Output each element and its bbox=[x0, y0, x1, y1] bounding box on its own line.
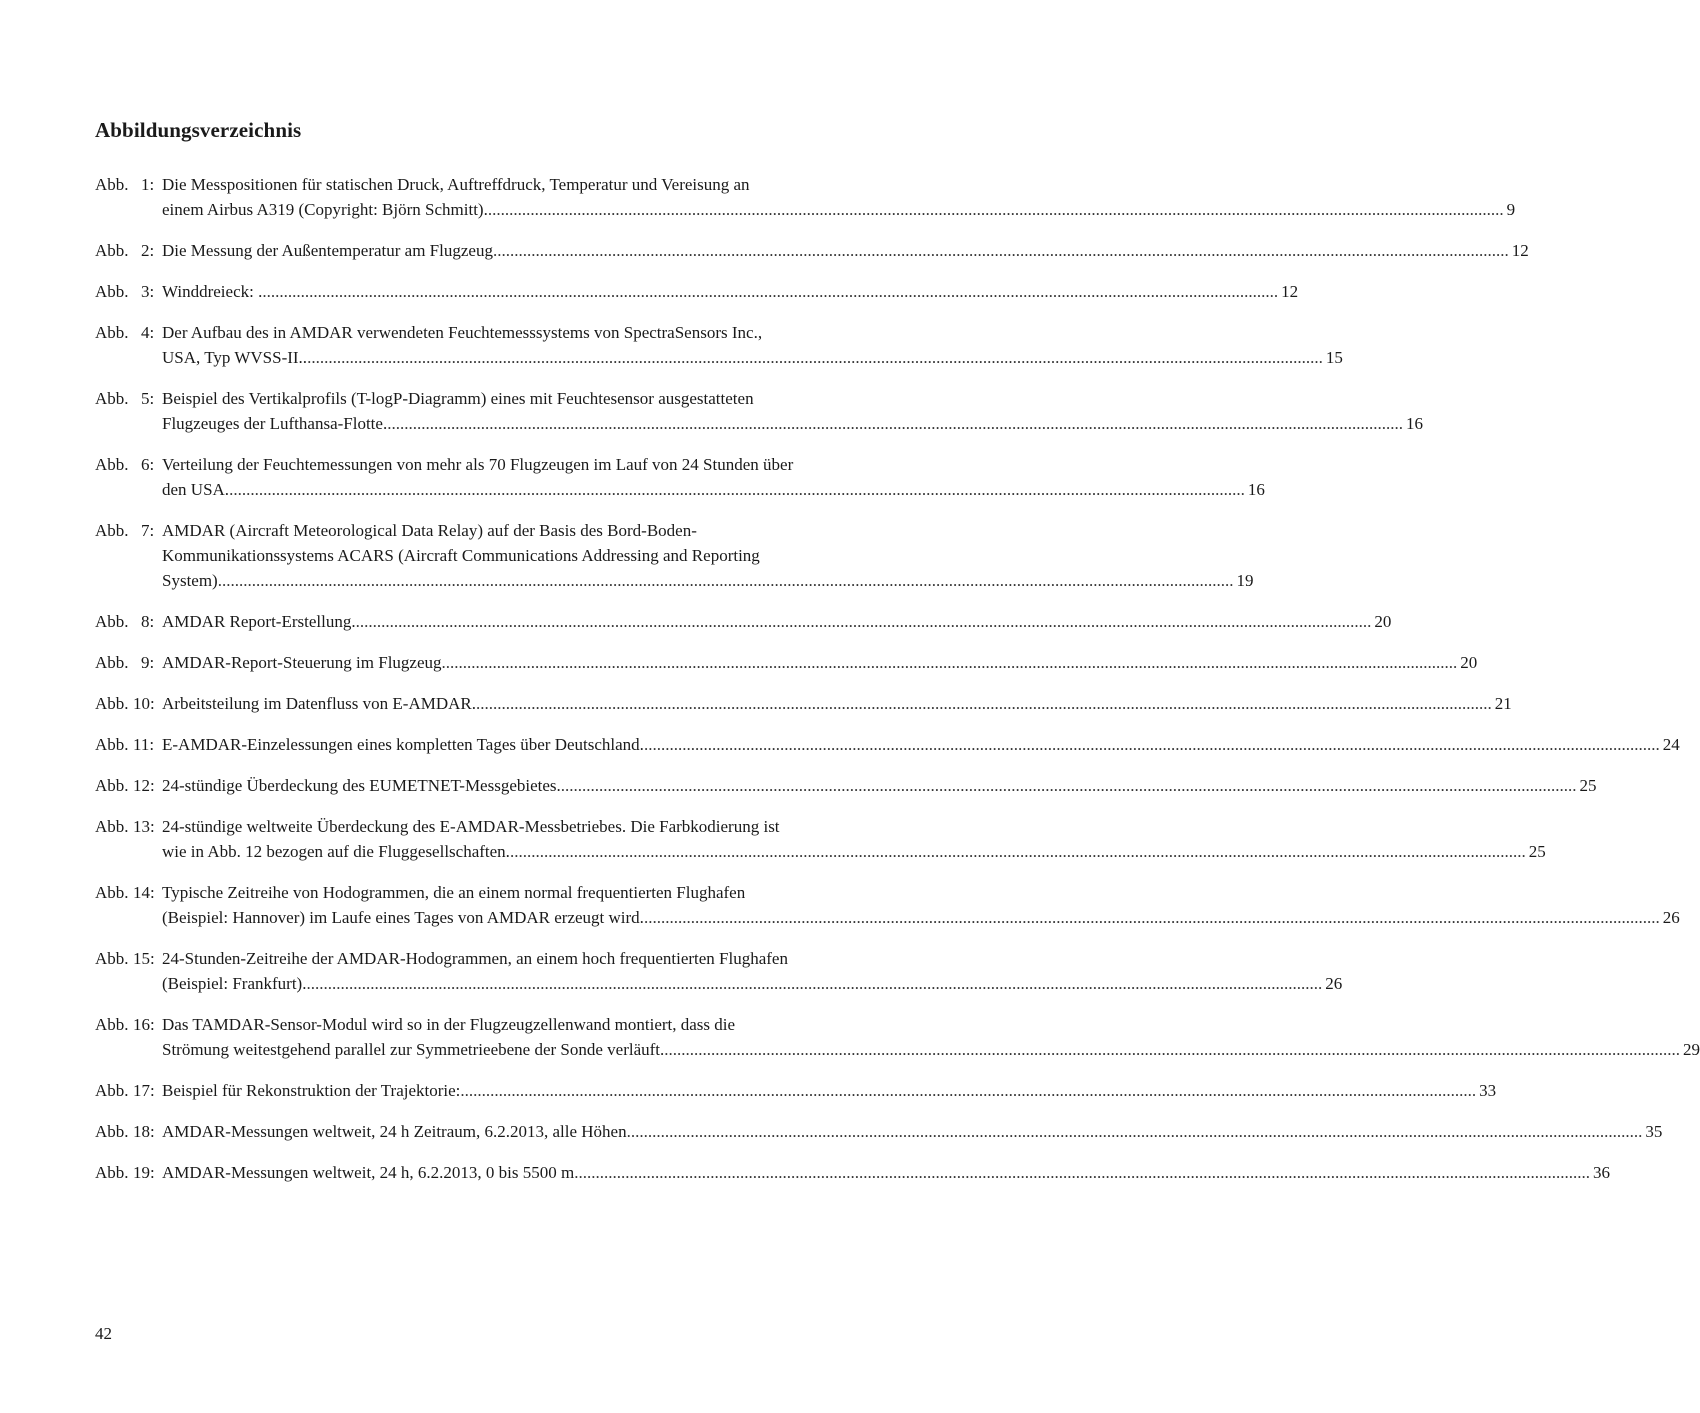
caption-last-line bbox=[162, 411, 1423, 436]
caption-line: Das TAMDAR-Sensor-Modul wird so in der Flugzeugzellenwand montiert, dass die bbox=[162, 1015, 736, 1034]
figure-caption bbox=[162, 691, 1512, 716]
figure-number: 19: bbox=[133, 1163, 155, 1182]
figure-caption bbox=[162, 773, 1597, 798]
dot-leader: ............................................................................................................................................................................................................................................... bbox=[306, 974, 1323, 993]
caption-line: Verteilung der Feuchtemessungen von mehr als 70 Flugzeugen im Lauf von 24 Stunden über bbox=[162, 455, 794, 474]
figure-number: 14: bbox=[133, 883, 155, 902]
caption-text: einem Airbus A319 (Copyright: Björn Schmitt). bbox=[162, 200, 488, 219]
figure-prefix: Abb. bbox=[95, 241, 129, 260]
figure-number: 5: bbox=[141, 389, 155, 408]
figure-page-number: 36 bbox=[1592, 1163, 1610, 1182]
figure-page-number: 26 bbox=[1325, 974, 1343, 993]
figure-prefix: Abb. bbox=[95, 949, 129, 968]
caption-text: AMDAR-Messungen weltweit, 24 h Zeitraum, 6.2.2013, alle Höhen bbox=[162, 1122, 627, 1141]
figure-entry[interactable] bbox=[95, 609, 1392, 634]
figure-caption bbox=[162, 1078, 1497, 1103]
caption-line: Die Messpositionen für statischen Druck, Auftreffdruck, Temperatur und Vereisung an bbox=[162, 175, 750, 194]
dot-leader: ............................................................................................................................................................................................................................................... bbox=[387, 414, 1403, 433]
caption-line: Kommunikationssystems ACARS (Aircraft Communications Addressing and Reporting bbox=[162, 546, 760, 565]
figure-entry[interactable] bbox=[95, 1012, 1700, 1062]
figure-page-number: 9 bbox=[1506, 200, 1516, 219]
figure-number: 16: bbox=[133, 1015, 155, 1034]
figure-entry[interactable] bbox=[95, 279, 1299, 304]
figure-prefix: Abb. bbox=[95, 1163, 129, 1182]
caption-line: Der Aufbau des in AMDAR verwendeten Feuchtemesssystems von SpectraSensors Inc., bbox=[162, 323, 763, 342]
caption-line: AMDAR (Aircraft Meteorological Data Relay) auf der Basis des Bord-Boden- bbox=[162, 521, 697, 540]
caption-text: E-AMDAR-Einzelessungen eines kompletten Tages über Deutschland. bbox=[162, 735, 644, 754]
figure-prefix: Abb. bbox=[95, 612, 129, 631]
caption-line: 24-Stunden-Zeitreihe der AMDAR-Hodogrammen, an einem hoch frequentierten Flughafen bbox=[162, 949, 788, 968]
figure-caption bbox=[162, 732, 1680, 757]
caption-text: (Beispiel: Hannover) im Laufe eines Tages von AMDAR erzeugt wird. bbox=[162, 908, 644, 927]
figure-number: 8: bbox=[141, 612, 155, 631]
dot-leader: ............................................................................................................................................................................................................................................... bbox=[460, 1081, 1477, 1100]
figure-caption bbox=[162, 279, 1299, 304]
caption-line: Typische Zeitreihe von Hodogrammen, die an einem normal frequentierten Flughafen bbox=[162, 883, 746, 902]
figure-number: 7: bbox=[141, 521, 155, 540]
caption-line: 24-stündige weltweite Überdeckung des E-AMDAR-Messbetriebes. Die Farbkodierung ist bbox=[162, 817, 780, 836]
figure-entry[interactable] bbox=[95, 814, 1546, 864]
dot-leader: ............................................................................................................................................................................................................................................... bbox=[487, 200, 1504, 219]
figure-prefix: Abb. bbox=[95, 323, 129, 342]
caption-last-line bbox=[162, 839, 1546, 864]
figure-page-number: 12 bbox=[1511, 241, 1529, 260]
figure-number: 11: bbox=[133, 735, 155, 754]
figure-prefix: Abb. bbox=[95, 521, 129, 540]
caption-last-line bbox=[162, 773, 1597, 798]
dot-leader: ............................................................................................................................................................................................................................................... bbox=[229, 480, 1245, 499]
caption-last-line bbox=[162, 1078, 1497, 1103]
caption-text: AMDAR Report-Erstellung. bbox=[162, 612, 356, 631]
figure-caption bbox=[162, 1119, 1663, 1144]
figure-page-number: 21 bbox=[1494, 694, 1512, 713]
figure-caption bbox=[162, 238, 1529, 263]
figure-entry[interactable] bbox=[95, 386, 1423, 436]
figure-number: 18: bbox=[133, 1122, 155, 1141]
figure-prefix: Abb. bbox=[95, 175, 129, 194]
figure-prefix: Abb. bbox=[95, 455, 129, 474]
figure-entry[interactable] bbox=[95, 773, 1597, 798]
dot-leader: ............................................................................................................................................................................................................................................... bbox=[643, 908, 1660, 927]
caption-last-line bbox=[162, 1037, 1700, 1062]
figure-caption bbox=[162, 609, 1392, 634]
figure-prefix: Abb. bbox=[95, 883, 129, 902]
caption-text: USA, Typ WVSS-II.. bbox=[162, 348, 308, 367]
figure-entry[interactable] bbox=[95, 880, 1680, 930]
dot-leader: ............................................................................................................................................................................................................................................... bbox=[307, 348, 1323, 367]
figure-number: 4: bbox=[141, 323, 155, 342]
figure-entry[interactable] bbox=[95, 1160, 1610, 1185]
figure-page-number: 16 bbox=[1405, 414, 1423, 433]
dot-leader: ............................................................................................................................................................................................................................................... bbox=[217, 571, 1234, 590]
figure-entry[interactable] bbox=[95, 518, 1254, 593]
figure-page-number: 25 bbox=[1579, 776, 1597, 795]
caption-text: Arbeitsteilung im Datenfluss von E-AMDAR. bbox=[162, 694, 476, 713]
dot-leader: ............................................................................................................................................................................................................................................... bbox=[509, 842, 1526, 861]
caption-last-line bbox=[162, 238, 1529, 263]
caption-text: 24-stündige Überdeckung des EUMETNET-Messgebietes. bbox=[162, 776, 561, 795]
figure-entry[interactable] bbox=[95, 1078, 1497, 1103]
figure-prefix: Abb. bbox=[95, 735, 129, 754]
figure-page-number: 29 bbox=[1683, 1040, 1700, 1059]
dot-leader: ............................................................................................................................................................................................................................................... bbox=[626, 1122, 1643, 1141]
caption-last-line bbox=[162, 1160, 1610, 1185]
caption-text: wie in Abb. 12 bezogen auf die Fluggesellschaften. bbox=[162, 842, 510, 861]
caption-last-line bbox=[162, 609, 1392, 634]
caption-text: Winddreieck: . bbox=[162, 282, 263, 301]
figure-page-number: 33 bbox=[1479, 1081, 1497, 1100]
dot-leader: ............................................................................................................................................................................................................................................... bbox=[441, 653, 1458, 672]
figure-entry[interactable] bbox=[95, 238, 1529, 263]
caption-last-line bbox=[162, 905, 1680, 930]
caption-last-line bbox=[162, 279, 1299, 304]
dot-leader: ............................................................................................................................................................................................................................................... bbox=[355, 612, 1372, 631]
figure-number: 2: bbox=[141, 241, 155, 260]
figure-number: 17: bbox=[133, 1081, 155, 1100]
figure-entry[interactable] bbox=[95, 320, 1343, 370]
caption-text: AMDAR-Messungen weltweit, 24 h, 6.2.2013, 0 bis 5500 m bbox=[162, 1163, 575, 1182]
figure-entry[interactable] bbox=[95, 1119, 1663, 1144]
figure-caption bbox=[162, 386, 1423, 436]
figure-entry[interactable] bbox=[95, 732, 1680, 757]
caption-last-line bbox=[162, 732, 1680, 757]
caption-text: Beispiel für Rekonstruktion der Trajektorie: bbox=[162, 1081, 461, 1100]
figure-page-number: 19 bbox=[1236, 571, 1254, 590]
figure-entry[interactable] bbox=[95, 946, 1343, 996]
figure-prefix: Abb. bbox=[95, 389, 129, 408]
caption-last-line bbox=[162, 1119, 1663, 1144]
dot-leader: ............................................................................................................................................................................................................................................... bbox=[476, 694, 1492, 713]
dot-leader: ............................................................................................................................................................................................................................................... bbox=[560, 776, 1577, 795]
figure-number: 1: bbox=[141, 175, 155, 194]
figure-prefix: Abb. bbox=[95, 653, 129, 672]
figure-number: 6: bbox=[141, 455, 155, 474]
figure-caption bbox=[162, 1012, 1700, 1062]
figure-caption bbox=[162, 946, 1343, 996]
caption-text: (Beispiel: Frankfurt). bbox=[162, 974, 307, 993]
dot-leader: ............................................................................................................................................................................................................................................... bbox=[262, 282, 1279, 301]
figure-page-number: 12 bbox=[1281, 282, 1299, 301]
caption-text: Flugzeuges der Lufthansa-Flotte. bbox=[162, 414, 388, 433]
figure-caption bbox=[162, 172, 1516, 222]
figure-page-number: 25 bbox=[1528, 842, 1546, 861]
figure-caption bbox=[162, 1160, 1610, 1185]
figure-number: 10: bbox=[133, 694, 155, 713]
figure-caption bbox=[162, 518, 1254, 593]
caption-line: Beispiel des Vertikalprofils (T-logP-Diagramm) eines mit Feuchtesensor ausgestatteten bbox=[162, 389, 754, 408]
figure-page-number: 16 bbox=[1247, 480, 1265, 499]
dot-leader: ............................................................................................................................................................................................................................................... bbox=[574, 1163, 1590, 1182]
figure-number: 9: bbox=[141, 653, 155, 672]
figure-number: 12: bbox=[133, 776, 155, 795]
figure-prefix: Abb. bbox=[95, 282, 129, 301]
figure-entry[interactable] bbox=[95, 172, 1516, 222]
figure-prefix: Abb. bbox=[95, 694, 129, 713]
figure-page-number: 20 bbox=[1460, 653, 1478, 672]
figure-number: 15: bbox=[133, 949, 155, 968]
caption-last-line bbox=[162, 568, 1254, 593]
figure-caption bbox=[162, 452, 1265, 502]
caption-last-line bbox=[162, 345, 1343, 370]
caption-text: den USA. bbox=[162, 480, 230, 499]
dot-leader: ............................................................................................................................................................................................................................................... bbox=[643, 735, 1660, 754]
caption-text: Strömung weitestgehend parallel zur Symmetrieebene der Sonde verläuft. bbox=[162, 1040, 665, 1059]
caption-text: Die Messung der Außentemperatur am Flugzeug bbox=[162, 241, 493, 260]
figure-page-number: 26 bbox=[1662, 908, 1680, 927]
caption-last-line bbox=[162, 477, 1265, 502]
figure-prefix: Abb. bbox=[95, 817, 129, 836]
figure-prefix: Abb. bbox=[95, 776, 129, 795]
caption-text: System) bbox=[162, 571, 218, 590]
caption-last-line bbox=[162, 691, 1512, 716]
page-title: Abbildungsverzeichnis bbox=[95, 118, 302, 142]
caption-text: AMDAR-Report-Steuerung im Flugzeug bbox=[162, 653, 442, 672]
dot-leader: ............................................................................................................................................................................................................................................... bbox=[664, 1040, 1681, 1059]
figure-caption bbox=[162, 320, 1343, 370]
figure-caption bbox=[162, 650, 1478, 675]
caption-last-line bbox=[162, 197, 1516, 222]
figure-prefix: Abb. bbox=[95, 1015, 129, 1034]
figure-page-number: 20 bbox=[1374, 612, 1392, 631]
figure-page-number: 15 bbox=[1325, 348, 1343, 367]
page-number: 42 bbox=[95, 1324, 112, 1343]
figure-page-number: 35 bbox=[1645, 1122, 1663, 1141]
figure-number: 13: bbox=[133, 817, 155, 836]
caption-last-line bbox=[162, 971, 1343, 996]
figure-entry[interactable] bbox=[95, 691, 1512, 716]
figure-caption bbox=[162, 814, 1546, 864]
figure-page-number: 24 bbox=[1662, 735, 1680, 754]
figure-prefix: Abb. bbox=[95, 1122, 129, 1141]
dot-leader: ............................................................................................................................................................................................................................................... bbox=[492, 241, 1509, 260]
caption-last-line bbox=[162, 650, 1478, 675]
figure-list bbox=[95, 172, 1700, 1201]
figure-entry[interactable] bbox=[95, 650, 1478, 675]
figure-caption bbox=[162, 880, 1680, 930]
figure-number: 3: bbox=[141, 282, 155, 301]
figure-prefix: Abb. bbox=[95, 1081, 129, 1100]
figure-entry[interactable] bbox=[95, 452, 1265, 502]
